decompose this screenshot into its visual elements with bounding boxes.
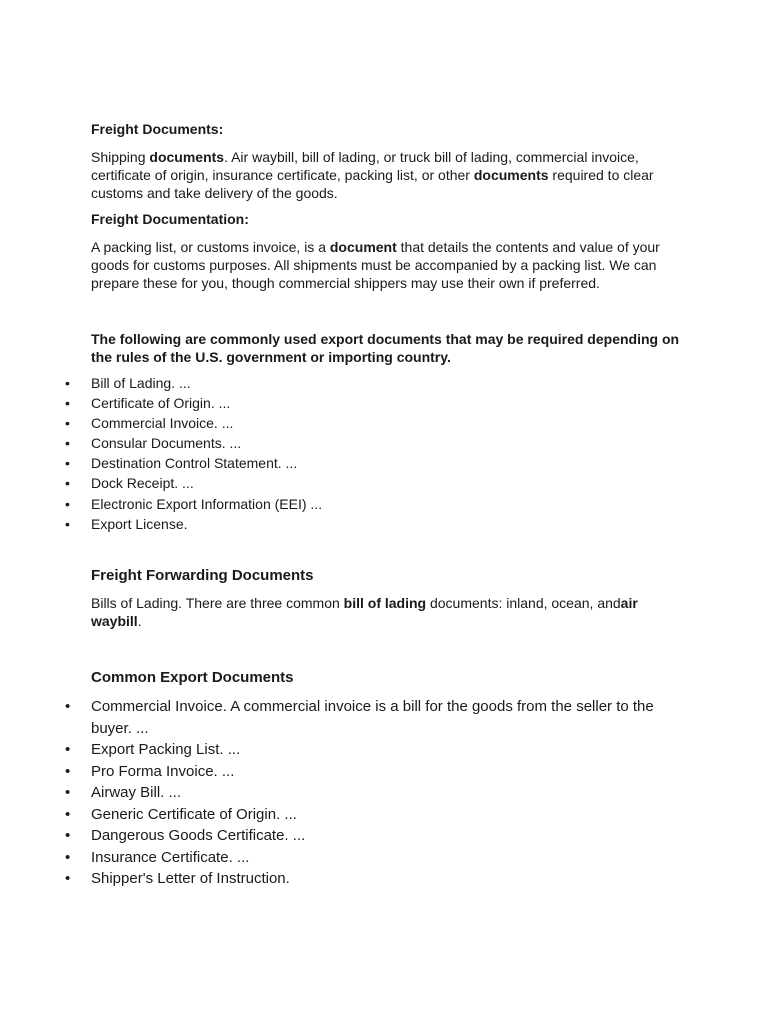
text-run: that details the contents and value of your goods for customs purposes. All shipments must be accompanied by a packing list. We can prepare these for you, though commercial shippers may use their own if preferred.: [91, 239, 660, 291]
bullet-icon: •: [65, 784, 71, 801]
list-item-text: Airway Bill. ...: [91, 784, 182, 801]
list-item-text: Electronic Export Information (EEI) ...: [91, 495, 323, 512]
list-common-export: [65, 696, 671, 890]
list-item-text: Commercial Invoice. A commercial invoice is a bill for the goods from the seller to the buyer. ...: [91, 698, 654, 737]
bullet-icon: •: [65, 698, 71, 715]
text-run: documents: inland, ocean, and: [426, 595, 621, 611]
list-item: [65, 433, 681, 453]
heading-common-export: Common Export Documents: [91, 669, 294, 686]
list-item-text: Insurance Certificate. ...: [91, 848, 250, 866]
text-run: Bills of Lading. There are three common: [91, 595, 344, 611]
list-item: [65, 739, 671, 761]
bullet-icon: •: [65, 741, 71, 758]
list-item: [65, 847, 671, 869]
list-item-text: Dock Receipt. ...: [91, 475, 194, 492]
list-item-text: Generic Certificate of Origin. ...: [91, 805, 297, 823]
list-item: [65, 761, 671, 783]
heading-freight-documentation: Freight Documentation:: [91, 211, 249, 227]
list-item-text: Certificate of Origin. ...: [91, 395, 231, 412]
heading-export-documents: The following are commonly used export documents that may be required depending on the rules of the U.S. government or importing country.: [91, 331, 680, 365]
paragraph-freight-documents: [91, 148, 681, 202]
list-item-text: Export Packing List. ...: [91, 741, 241, 758]
bullet-icon: •: [65, 848, 71, 866]
list-item: [65, 373, 681, 393]
text-run: required to clear customs and take delivery of the goods.: [91, 167, 654, 201]
list-item: [65, 868, 671, 890]
bullet-icon: •: [65, 762, 71, 780]
list-item: [65, 393, 681, 413]
bullet-icon: •: [65, 455, 70, 472]
list-item-text: Consular Documents. ...: [91, 435, 242, 452]
list-item: [65, 514, 681, 534]
list-item: [65, 473, 681, 493]
paragraph-freight-forwarding: [91, 594, 651, 630]
bullet-icon: •: [65, 435, 70, 452]
bold-text-run: bill of lading: [343, 595, 427, 611]
text-run: .: [137, 613, 142, 629]
bold-text-run: documents: [149, 149, 225, 165]
text-run: A packing list, or customs invoice, is a: [91, 239, 330, 255]
bold-text-run: air waybill: [91, 595, 638, 629]
bullet-icon: •: [65, 515, 70, 532]
list-item: [65, 804, 671, 826]
bullet-icon: •: [65, 827, 71, 844]
bullet-icon: •: [65, 375, 70, 391]
bullet-icon: •: [65, 475, 70, 492]
bullet-icon: •: [65, 495, 70, 512]
list-item: [65, 825, 671, 847]
list-item-text: Destination Control Statement. ...: [91, 455, 298, 472]
text-run: . Air waybill, bill of lading, or truck bill of lading, commercial invoice, certificate of origin, insurance certificate, packing list, or other: [91, 149, 639, 183]
list-export-documents: [65, 373, 681, 534]
list-item: [65, 453, 681, 473]
list-item-text: Export License.: [91, 515, 188, 532]
list-item: [65, 494, 681, 514]
list-item-text: Bill of Lading. ...: [91, 375, 191, 391]
bullet-icon: •: [65, 415, 70, 432]
list-item-text: Dangerous Goods Certificate. ...: [91, 827, 306, 844]
list-item: [65, 696, 671, 739]
list-item-text: Commercial Invoice. ...: [91, 415, 234, 432]
list-item-text: Shipper's Letter of Instruction.: [91, 870, 290, 887]
list-item: [65, 413, 681, 433]
bold-text-run: documents: [473, 167, 549, 183]
list-item: [65, 782, 671, 804]
paragraph-freight-documentation: [91, 238, 681, 292]
bold-text-run: document: [329, 239, 397, 255]
bullet-icon: •: [65, 395, 70, 412]
list-item-text: Pro Forma Invoice. ...: [91, 762, 235, 780]
text-run: Shipping: [91, 149, 150, 165]
bullet-icon: •: [65, 805, 71, 823]
bullet-icon: •: [65, 870, 71, 887]
heading-freight-forwarding: Freight Forwarding Documents: [91, 567, 314, 584]
heading-freight-documents: Freight Documents:: [91, 121, 224, 137]
